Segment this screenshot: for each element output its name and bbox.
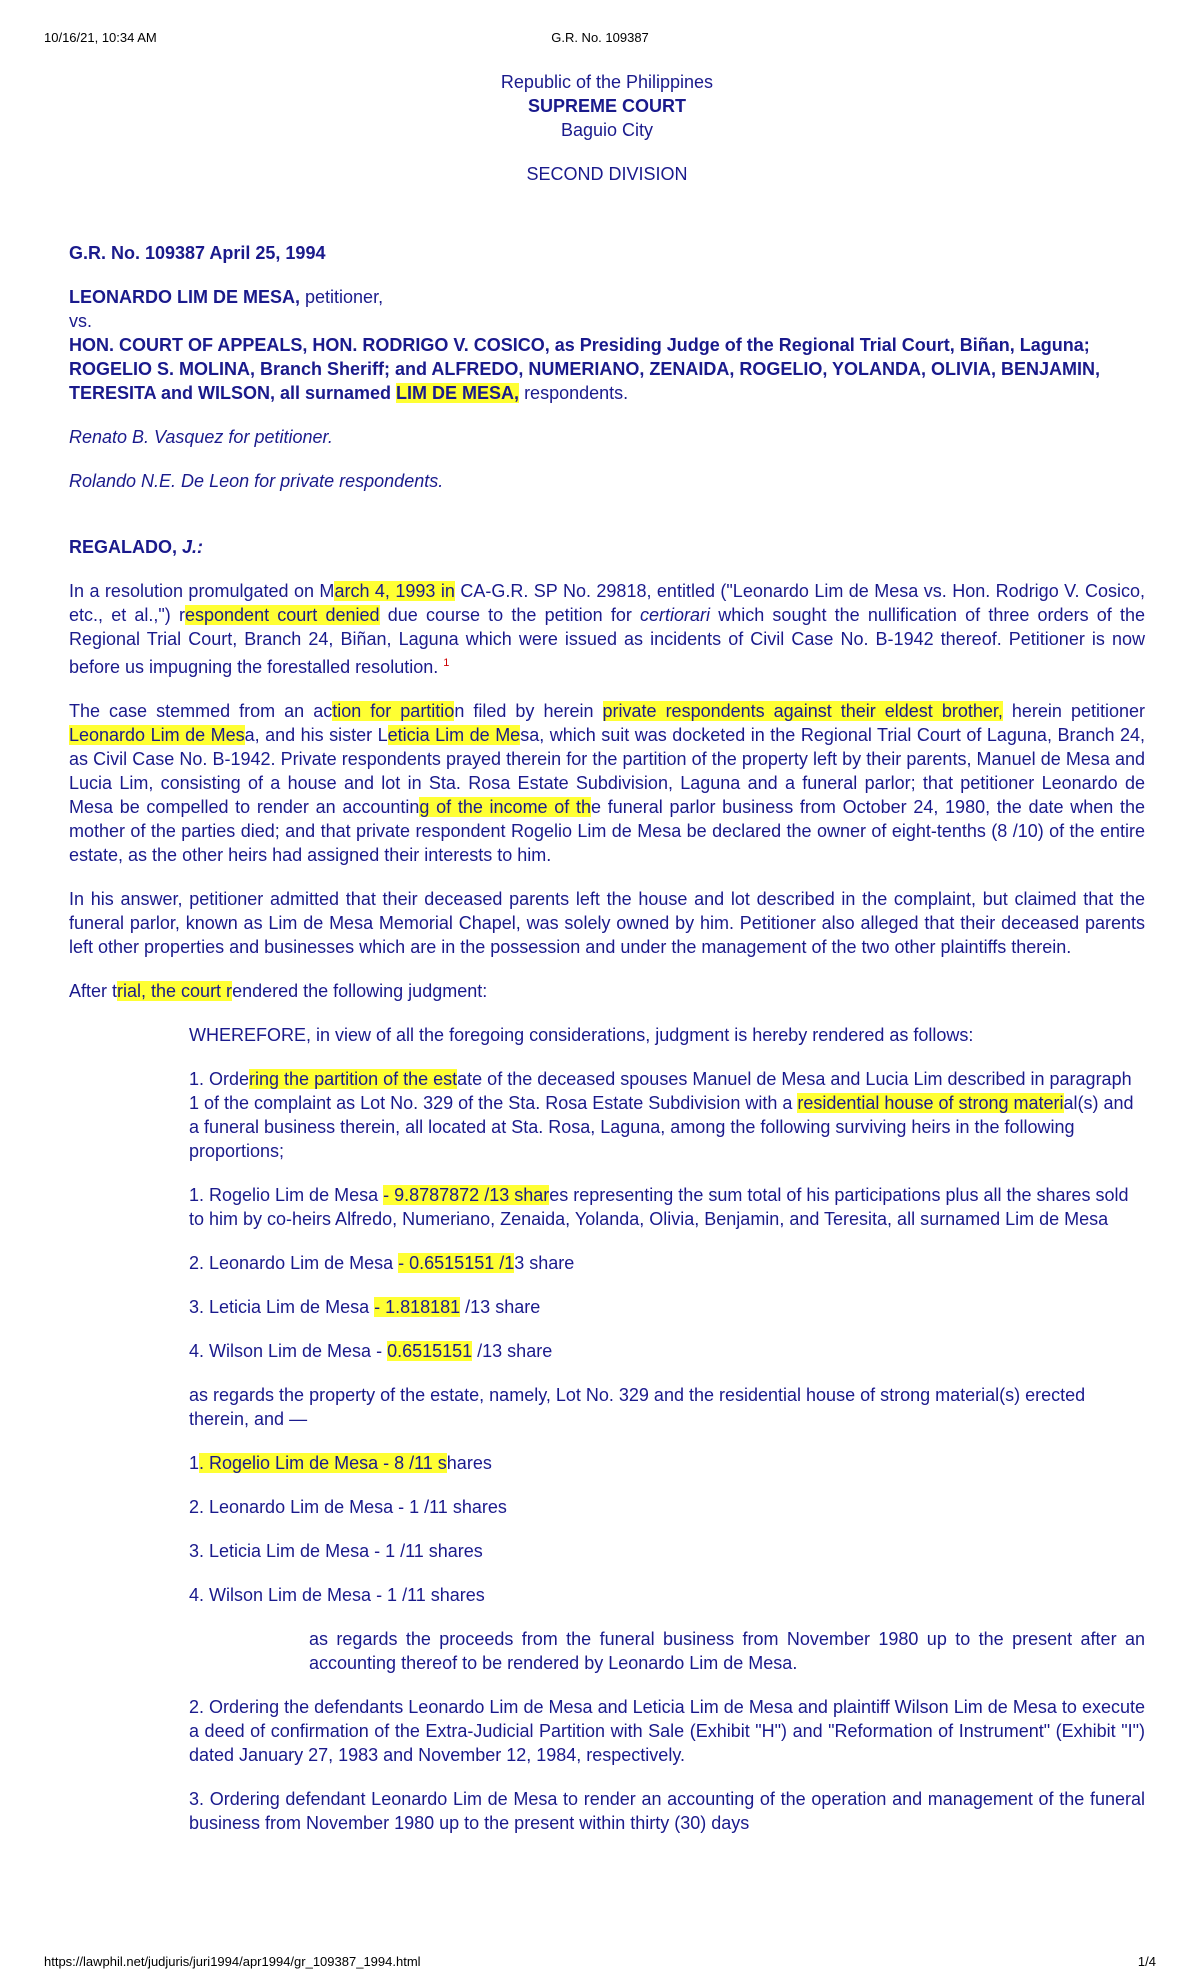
print-title: G.R. No. 109387 xyxy=(551,30,649,45)
share-rogelio-11 xyxy=(189,1451,1145,1475)
footnote-link[interactable]: 1 xyxy=(443,657,450,669)
division-name: SECOND DIVISION xyxy=(526,164,688,184)
text: sa, which suit was docketed in the Regional Trial Court of Laguna, Branch 24, as Civil Case No. B-1942. Private respondents prayed therein for the partition of the property left by their parents, Manuel de Mesa and Lucia Lim, consisting of a house and lot in Sta. Rosa Estate Subdivision, Laguna and a funeral parlor; that petitioner Leonardo de Mesa be compelled to render an accountin xyxy=(69,725,1145,817)
highlight: . Rogelio Lim de Mesa - 8 /11 s xyxy=(199,1453,447,1473)
highlight: residential house of strong materi xyxy=(797,1093,1064,1113)
share-wilson-13 xyxy=(189,1339,1145,1363)
paragraph-2 xyxy=(69,699,1145,867)
ponente-title: J.: xyxy=(177,537,204,557)
text: 3. Leticia Lim de Mesa xyxy=(189,1297,375,1317)
counsel-petitioner: Renato B. Vasquez for petitioner. xyxy=(69,427,333,447)
print-page-number: 1/4 xyxy=(1137,1954,1156,1969)
petitioner-role: petitioner, xyxy=(300,287,384,307)
text: 1. Rogelio Lim de Mesa xyxy=(189,1185,384,1205)
regards-proceeds: as regards the proceeds from the funeral business from November 1980 up to the present after an accounting thereof to be rendered by Leonardo Lim de Mesa. xyxy=(309,1629,1145,1673)
text: 3 share xyxy=(514,1253,575,1273)
text: After t xyxy=(69,981,118,1001)
text: endered the following judgment: xyxy=(232,981,488,1001)
text: /13 share xyxy=(472,1341,553,1361)
highlight: rial, the court r xyxy=(117,981,233,1001)
respondents-role: respondents. xyxy=(519,383,629,403)
versus: vs. xyxy=(69,311,93,331)
paragraph-1 xyxy=(69,579,1145,679)
respondents-names-cont: d xyxy=(380,383,397,403)
text: which sought the nullification of three orders of the Regional Trial Court, Branch 24, Biñan, Laguna which were issued as incidents of Civil Case No. B-1942 thereof. Petitioner is now before us impugning the forestalled resolution. xyxy=(69,605,1145,677)
highlight: g of the income of th xyxy=(419,797,591,817)
share-leticia-13 xyxy=(189,1295,1145,1319)
ponente xyxy=(69,535,1145,559)
court-city: Baguio City xyxy=(560,120,654,140)
case-parties xyxy=(69,285,1145,405)
court-header xyxy=(69,70,1145,186)
share-rogelio-13 xyxy=(189,1183,1145,1231)
case-number: G.R. No. 109387 April 25, 1994 xyxy=(69,243,326,263)
text: herein petitioner xyxy=(1002,701,1146,721)
judgment-order-2: 2. Ordering the defendants Leonardo Lim de Mesa and Leticia Lim de Mesa and plaintiff Wilson Lim de Mesa to execute a deed of confirmation of the Extra-Judicial Partition with Sale (Exhibit "H") and "Reformation of Instrument" (Exhibit "I") dated January 27, 1983 and November 12, 1984, respectively. xyxy=(189,1697,1145,1765)
respondents-names: HON. COURT OF APPEALS, HON. RODRIGO V. COSICO, as Presiding Judge of the Regional Trial Court, Biñan, Laguna; ROGELIO S. MOLINA, Branch Sheriff; and ALFREDO, NUMERIANO, ZENAIDA, ROGELIO, YOLANDA, OLIVIA, BENJAMIN, TERESITA and WILSON, all surname xyxy=(69,335,1101,403)
text: e funeral parlor business from October 24, 1980, the date when the mother of the parties died; and that private respondent Rogelio Lim de Mesa be declared the owner of eight-tenths (8 /10) of the entire estate, as the other heirs had assigned their interests to him. xyxy=(69,797,1145,865)
text: ate of the deceased spouses Manuel de Mesa and Lucia Lim described in paragraph 1 of the complaint as Lot No. 329 of the Sta. Rosa Estate Subdivision with a xyxy=(189,1069,1132,1113)
highlight: LIM DE MESA, xyxy=(396,383,520,403)
judgment-order-3: 3. Ordering defendant Leonardo Lim de Mesa to render an accounting of the operation and management of the funeral business from November 1980 up to the present within thirty (30) days xyxy=(189,1789,1145,1833)
highlight: - 1.818181 xyxy=(374,1297,461,1317)
paragraph-4 xyxy=(69,979,1145,1003)
print-url: https://lawphil.net/judjuris/juri1994/apr1994/gr_109387_1994.html xyxy=(44,1954,421,1969)
share-leticia-11: 3. Leticia Lim de Mesa - 1 /11 shares xyxy=(189,1541,483,1561)
highlight: tion for partitio xyxy=(332,701,455,721)
text: hares xyxy=(446,1453,492,1473)
regards-property: as regards the property of the estate, namely, Lot No. 329 and the residential house of strong material(s) erected therein, and — xyxy=(189,1385,1086,1429)
text: 1 xyxy=(189,1453,200,1473)
petitioner-name: LEONARDO LIM DE MESA, xyxy=(69,287,301,307)
counsel-respondents: Rolando N.E. De Leon for private respondents. xyxy=(69,471,444,491)
highlight: espondent court denied xyxy=(185,605,380,625)
highlight: eticia Lim de Me xyxy=(387,725,521,745)
text: 2. Leonardo Lim de Mesa xyxy=(189,1253,399,1273)
highlight: - 0.6515151 /1 xyxy=(398,1253,515,1273)
court-name: SUPREME COURT xyxy=(527,96,686,116)
judgment-wherefore: WHEREFORE, in view of all the foregoing considerations, judgment is hereby rendered as follows: xyxy=(189,1025,974,1045)
republic-line: Republic of the Philippines xyxy=(500,72,714,92)
document-body xyxy=(69,70,1145,1835)
judgment-quote xyxy=(189,1023,1145,1835)
ponente-name: REGALADO, xyxy=(69,537,177,557)
highlight: 0.6515151 xyxy=(387,1341,473,1361)
highlight: arch 4, 1993 in xyxy=(334,581,455,601)
paragraph-3: In his answer, petitioner admitted that their deceased parents left the house and lot described in the complaint, but claimed that the funeral parlor, known as Lim de Mesa Memorial Chapel, was solely owned by him. Petitioner also alleged that their deceased parents left other properties and businesses which are in the possession and under the management of the two other plaintiffs therein. xyxy=(69,889,1145,957)
text: 1. Orde xyxy=(189,1069,250,1089)
share-leonardo-11: 2. Leonardo Lim de Mesa - 1 /11 shares xyxy=(189,1497,507,1517)
text: certiorari xyxy=(640,605,711,625)
highlight: Leonardo Lim de Mes xyxy=(69,725,245,745)
text: CA-G.R. SP No. 29818, entitled ("Leonardo Lim de Mesa vs. Hon. Rodrigo V. Cosico, etc., et al.,") r xyxy=(69,581,1145,625)
text: 4. Wilson Lim de Mesa - xyxy=(189,1341,388,1361)
text: The case stemmed from an ac xyxy=(69,701,333,721)
text: /13 share xyxy=(460,1297,541,1317)
text: al(s) and a funeral business therein, all located at Sta. Rosa, Laguna, among the following surviving heirs in the following proportions; xyxy=(189,1093,1134,1161)
highlight: - 9.8787872 /13 shar xyxy=(383,1185,550,1205)
text: n filed by herein xyxy=(454,701,603,721)
text: es representing the sum total of his participations plus all the shares sold to him by co-heirs Alfredo, Numeriano, Zenaida, Yolanda, Olivia, Benjamin, and Teresita, all surnamed Lim de Mesa xyxy=(189,1185,1129,1229)
judgment-order-1 xyxy=(189,1067,1145,1163)
text: In a resolution promulgated on M xyxy=(69,581,335,601)
share-wilson-11: 4. Wilson Lim de Mesa - 1 /11 shares xyxy=(189,1585,485,1605)
highlight: private respondents against their eldest brother, xyxy=(602,701,1003,721)
text: a, and his sister L xyxy=(244,725,388,745)
highlight: ring the partition of the est xyxy=(249,1069,458,1089)
text: due course to the petition for xyxy=(379,605,641,625)
share-leonardo-13 xyxy=(189,1251,1145,1275)
print-date: 10/16/21, 10:34 AM xyxy=(44,30,157,45)
